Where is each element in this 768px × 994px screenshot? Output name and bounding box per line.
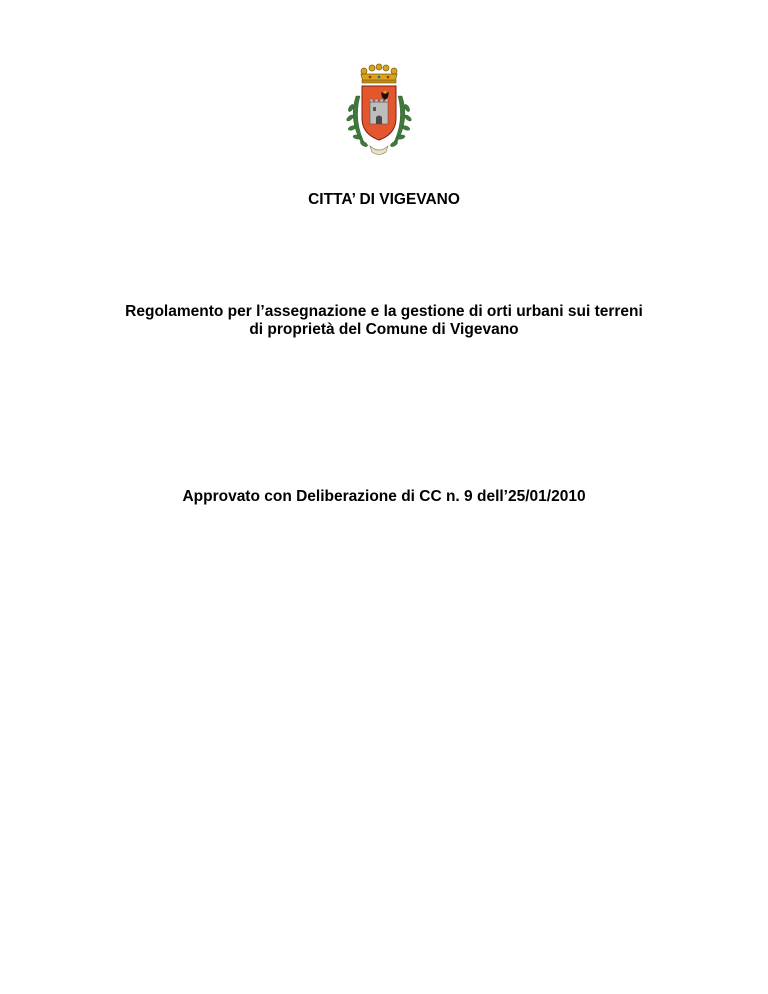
crown-icon (361, 64, 397, 83)
city-title: CITTA’ DI VIGEVANO (308, 191, 460, 208)
regulation-title-line-1: Regolamento per l’assegnazione e la gestione di orti urbani sui terreni (125, 303, 643, 320)
regulation-title (60, 303, 708, 339)
regulation-title-line-2: di proprietà del Comune di Vigevano (249, 321, 519, 338)
approval-statement: Approvato con Deliberazione di CC n. 9 dell’25/01/2010 (182, 488, 586, 505)
shield-icon (362, 86, 396, 140)
city-coat-of-arms-icon (336, 62, 422, 162)
